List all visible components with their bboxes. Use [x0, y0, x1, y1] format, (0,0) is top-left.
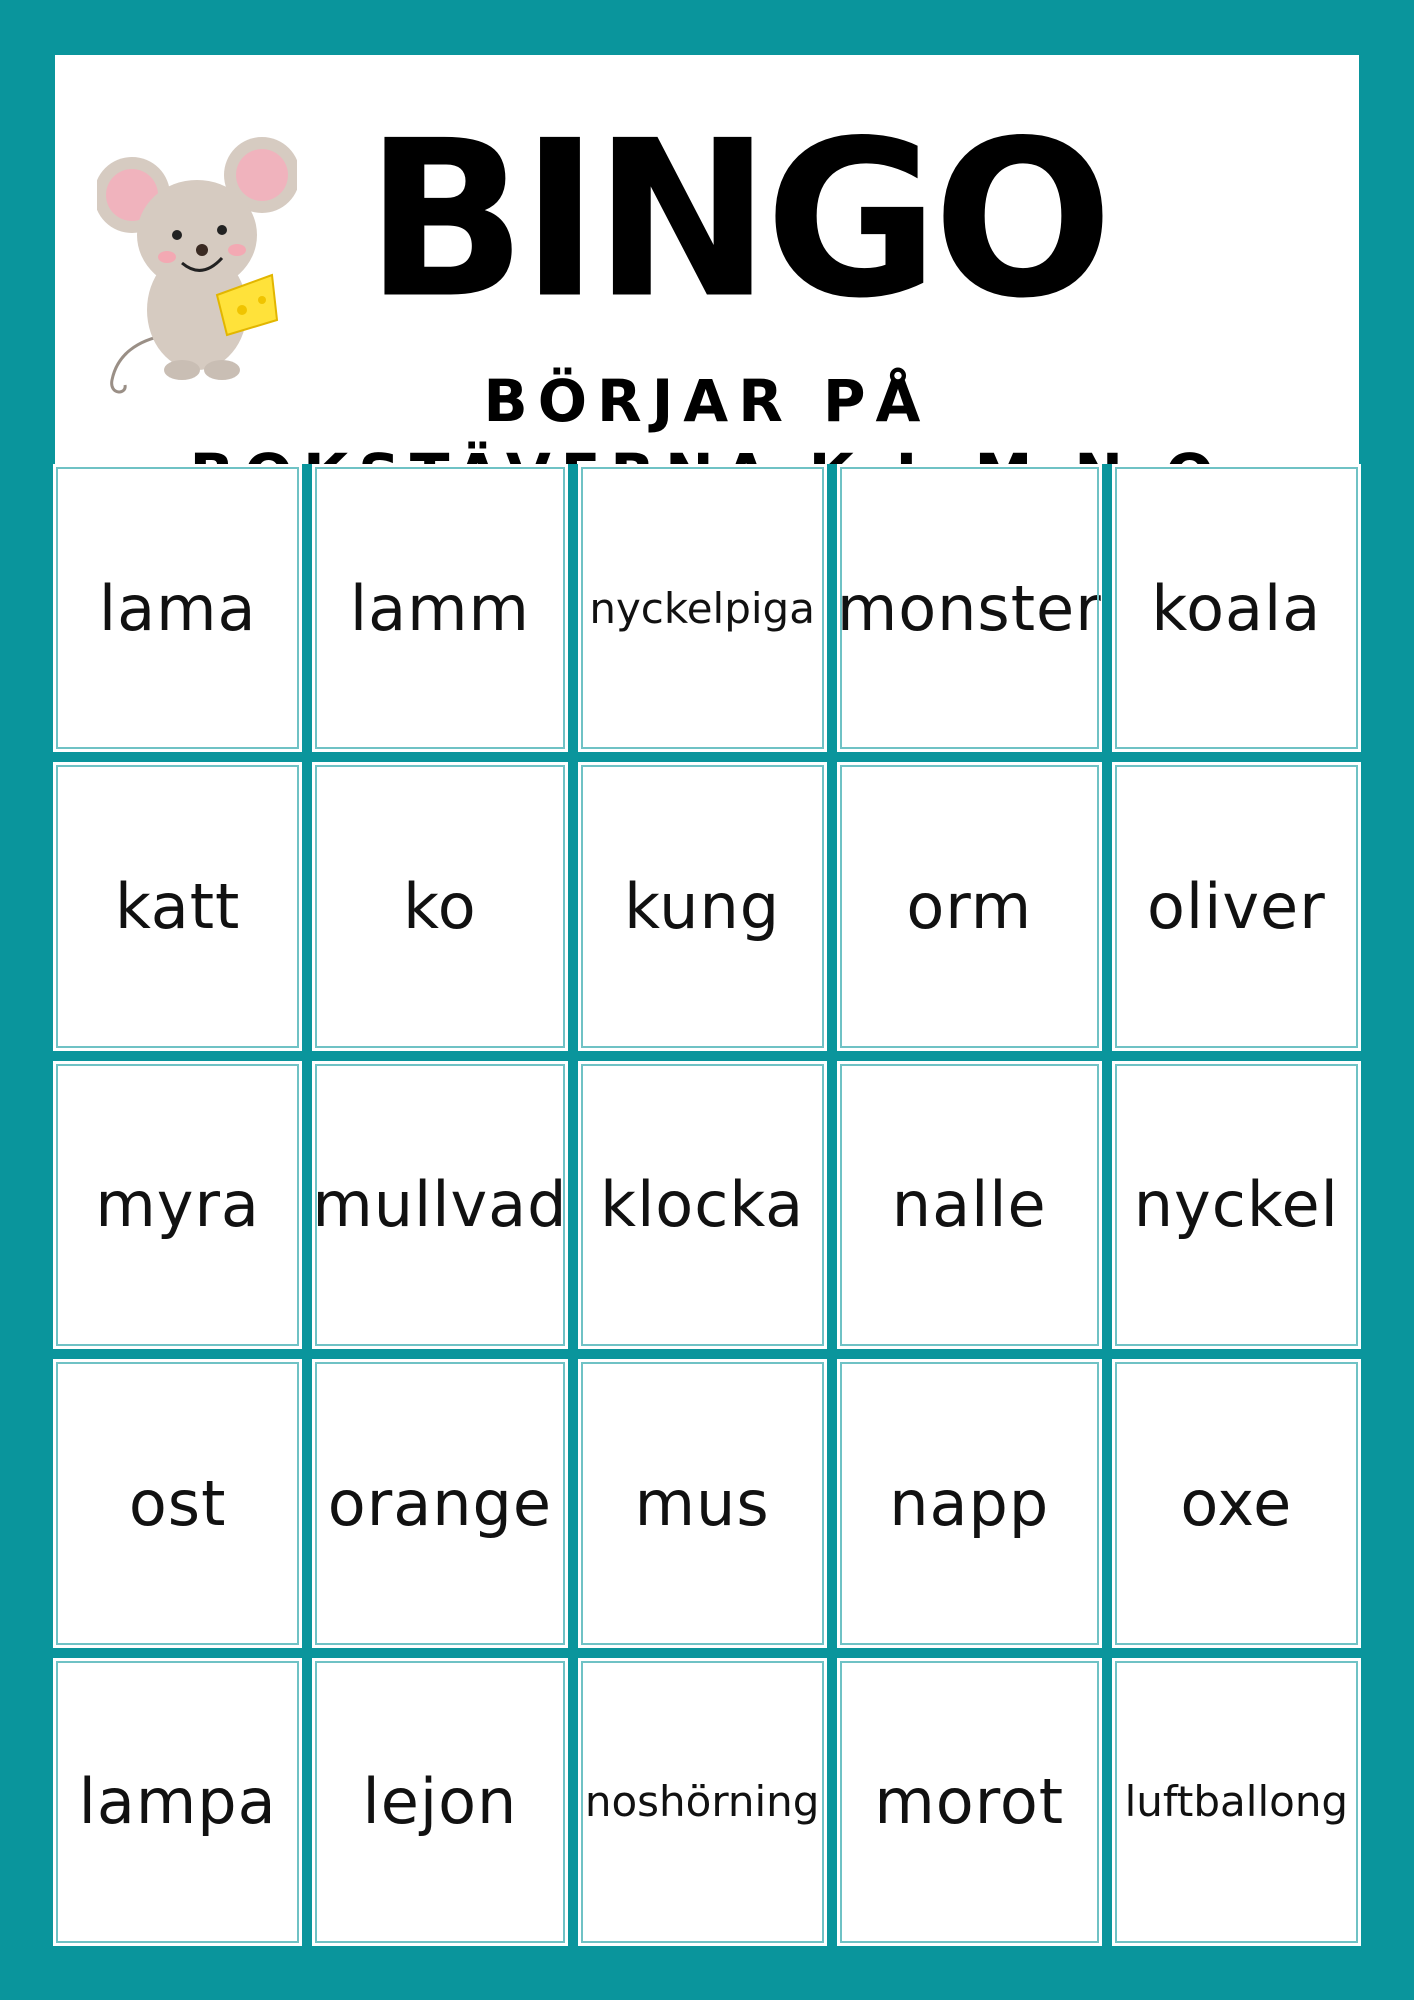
- cell-word: katt: [114, 870, 241, 944]
- bingo-cell[interactable]: [53, 464, 302, 752]
- cell-word: lamm: [349, 571, 530, 645]
- bingo-cell[interactable]: [53, 762, 302, 1050]
- cell-word: luftballong: [1124, 1777, 1349, 1827]
- cell-word: orm: [906, 870, 1033, 944]
- cell-word: lampa: [78, 1765, 277, 1839]
- mouse-with-cheese-icon: [97, 95, 297, 395]
- bingo-cell[interactable]: [53, 1061, 302, 1349]
- cell-word: oxe: [1180, 1466, 1293, 1540]
- cell-word: nalle: [891, 1168, 1047, 1242]
- cell-word: morot: [874, 1765, 1065, 1839]
- bingo-cell[interactable]: [578, 1658, 827, 1946]
- bingo-cell[interactable]: [837, 1658, 1102, 1946]
- cell-word: noshörning: [584, 1777, 820, 1827]
- bingo-cell[interactable]: [53, 1658, 302, 1946]
- bingo-cell[interactable]: [1112, 464, 1361, 752]
- cell-word: nyckel: [1133, 1168, 1339, 1242]
- bingo-cell[interactable]: [312, 762, 567, 1050]
- bingo-title: BINGO: [365, 93, 1108, 346]
- bingo-cell[interactable]: [837, 762, 1102, 1050]
- cell-word: nyckelpiga: [589, 583, 815, 633]
- bingo-cell[interactable]: [1112, 762, 1361, 1050]
- cell-word: napp: [889, 1466, 1050, 1540]
- bingo-cell[interactable]: [312, 464, 567, 752]
- bingo-cell[interactable]: [578, 1061, 827, 1349]
- cell-word: koala: [1151, 571, 1322, 645]
- bingo-cell[interactable]: [312, 1359, 567, 1647]
- bingo-card: [55, 55, 1359, 1945]
- bingo-cell[interactable]: [837, 464, 1102, 752]
- bingo-cell[interactable]: [312, 1658, 567, 1946]
- bingo-header: [55, 55, 1359, 462]
- cell-word: myra: [95, 1168, 260, 1242]
- cell-word: mullvad: [312, 1168, 568, 1242]
- cell-word: ost: [128, 1466, 227, 1540]
- cell-word: lejon: [362, 1765, 518, 1839]
- bingo-cell[interactable]: [53, 1359, 302, 1647]
- subtitle-line-1: BÖRJAR PÅ: [483, 367, 931, 435]
- cell-word: monster: [836, 571, 1102, 645]
- bingo-cell[interactable]: [837, 1061, 1102, 1349]
- cell-word: ko: [403, 870, 477, 944]
- bingo-cell[interactable]: [578, 762, 827, 1050]
- cell-word: orange: [327, 1466, 553, 1540]
- cell-word: mus: [634, 1466, 770, 1540]
- cell-word: oliver: [1146, 870, 1326, 944]
- bingo-cell[interactable]: [312, 1061, 567, 1349]
- bingo-cell[interactable]: [578, 1359, 827, 1647]
- bingo-grid: [53, 464, 1361, 1946]
- bingo-cell[interactable]: [1112, 1658, 1361, 1946]
- bingo-cell[interactable]: [578, 464, 827, 752]
- bingo-cell[interactable]: [837, 1359, 1102, 1647]
- bingo-cell[interactable]: [1112, 1061, 1361, 1349]
- cell-word: klocka: [600, 1168, 805, 1242]
- cell-word: lama: [98, 571, 257, 645]
- bingo-cell[interactable]: [1112, 1359, 1361, 1647]
- cell-word: kung: [624, 870, 781, 944]
